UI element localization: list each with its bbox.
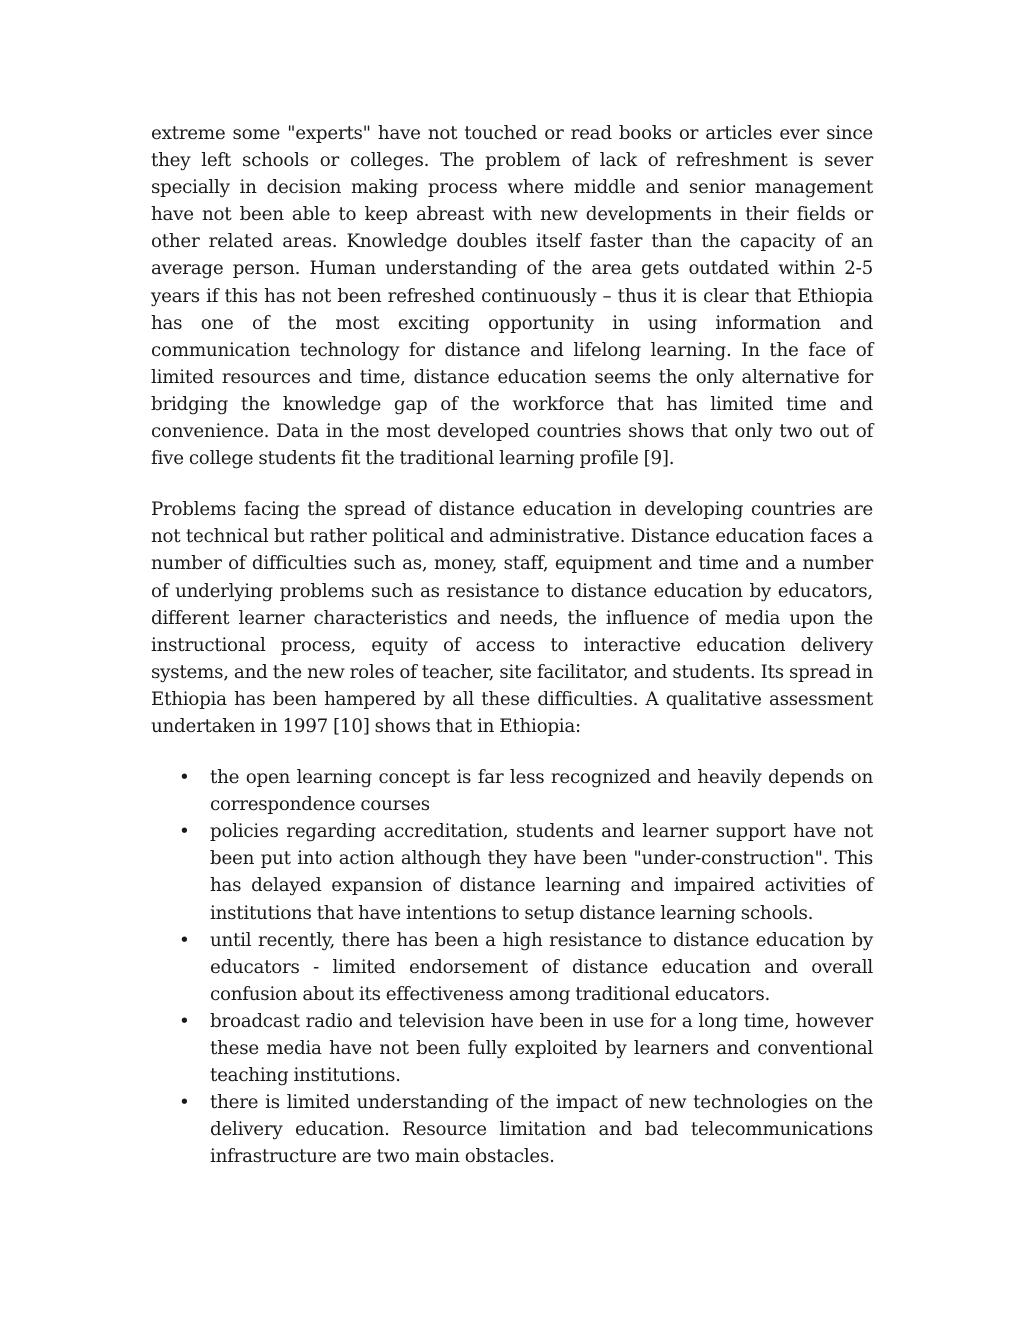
bullet-icon: •: [179, 1092, 190, 1114]
document-page: [151, 120, 873, 1170]
list-item-text: until recently, there has been a high resistance to distance education by educators - limited endorsement of distance education and overall confusion about its effectiveness among traditional educators.: [210, 929, 873, 1005]
list-item: [151, 818, 873, 926]
bullet-icon: •: [179, 929, 190, 951]
list-item: [151, 764, 873, 818]
bullet-icon: •: [179, 1010, 190, 1032]
bullet-list: [151, 764, 873, 1170]
paragraph-continuation: extreme some "experts" have not touched or read books or articles ever since they left schools or colleges. The problem of lack of refreshment is sever specially in decision making process where middle and senior management have not been able to keep abreast with new developments in their fields or other related areas. Knowledge doubles itself faster than the capacity of an average person. Human understanding of the area gets outdated within 2-5 years if this has not been refreshed continuously – thus it is clear that Ethiopia has one of the most exciting opportunity in using information and communication technology for distance and lifelong learning. In the face of limited resources and time, distance education seems the only alternative for bridging the knowledge gap of the workforce that has limited time and convenience. Data in the most developed countries shows that only two out of five college students fit the traditional learning profile [9].: [151, 123, 873, 470]
bullet-icon: •: [179, 821, 190, 843]
bullet-icon: •: [179, 767, 190, 789]
list-item-text: there is limited understanding of the impact of new technologies on the delivery education. Resource limitation and bad telecommunications infrastructure are two main obstacles.: [210, 1092, 873, 1168]
list-item: [151, 927, 873, 1008]
list-item-text: broadcast radio and television have been in use for a long time, however these media have not been fully exploited by learners and conventional teaching institutions.: [210, 1010, 873, 1087]
list-item: [151, 1008, 873, 1089]
list-item-text: the open learning concept is far less recognized and heavily depends on correspondence courses: [210, 767, 873, 816]
paragraph-problems: Problems facing the spread of distance education in developing countries are not technical but rather political and administrative. Distance education faces a number of difficulties such as, money, staff, equipment and time and a number of underlying problems such as resistance to distance education by educators, different learner characteristics and needs, the influence of media upon the instructional process, equity of access to interactive education delivery systems, and the new roles of teacher, site facilitator, and students. Its spread in Ethiopia has been hampered by all these difficulties. A qualitative assessment undertaken in 1997 [10] shows that in Ethiopia:: [151, 499, 873, 737]
list-item: [151, 1089, 873, 1170]
list-item-text: policies regarding accreditation, students and learner support have not been put into action although they have been "under-construction". This has delayed expansion of distance learning and impaired activities of institutions that have intentions to setup distance learning schools.: [210, 821, 873, 924]
